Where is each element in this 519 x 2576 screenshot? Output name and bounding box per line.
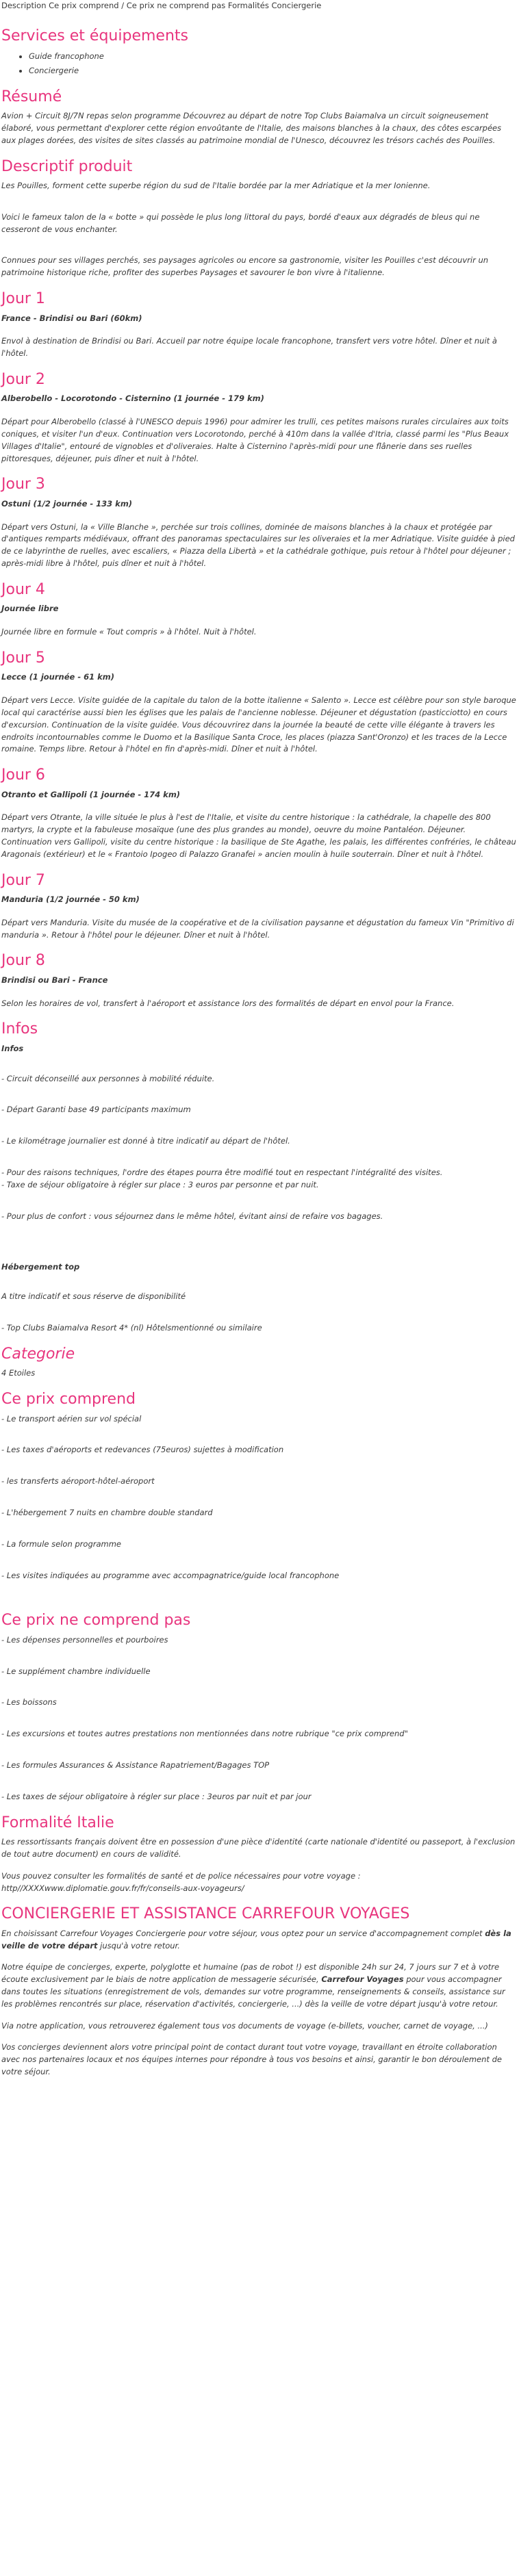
formalite-section: [1, 1814, 516, 1895]
day-subtitle: Alberobello - Locorotondo - Cisternino (1 journée - 179 km): [1, 394, 264, 404]
categorie-title: Categorie: [1, 1345, 75, 1363]
descriptif-paragraph: Voici le fameux talon de la « botte » qui possède le plus long littoral du pays, bordé d'eaux aux dégradés de bleus qui ne cesseront de vous enchanter.: [1, 211, 480, 234]
day-subtitle: Otranto et Gallipoli (1 journée - 174 km): [1, 789, 181, 799]
descriptif-title: Descriptif produit: [1, 157, 133, 175]
ne-comprend-item: - Les excursions et toutes autres prestations non mentionnées dans notre rubrique "ce prix comprend": [1, 1729, 408, 1739]
descriptif-paragraph: Connues pour ses villages perchés, ses paysages agricoles ou encore sa gastronomie, visiter les Pouilles c'est découvrir un patrimoine historique riche, profiter des superbes Paysages et savourer le bon vivre à l'italienne.: [1, 255, 489, 278]
conciergerie-section: [1, 1905, 516, 2078]
day-text: Selon les horaires de vol, transfert à l'aéroport et assistance lors des formalités de départ en envol pour la France.: [1, 998, 455, 1008]
comprend-item: - L'hébergement 7 nuits en chambre double standard: [1, 1507, 213, 1517]
conciergerie-title: CONCIERGERIE ET ASSISTANCE CARREFOUR VOYAGES: [1, 1905, 410, 1923]
conciergerie-text: jusqu'à votre retour.: [97, 1940, 180, 1950]
formalite-text: Les ressortissants français doivent être en possession d'une pièce d'identité (carte nationale d'identité ou passeport, à l'exclusion de tout autre document) en cours de validité.: [1, 1837, 516, 1859]
conciergerie-text: pour vous accompagner dans toutes les situations (enregistrement de vols, demandes sur votre programme, renseignements & conseils, assistance sur les problèmes rencontrés sur place, réservation d'activités, conciergerie, ...) dès la veille de votre départ jusqu'à votre retour.: [1, 1974, 505, 2009]
conciergerie-highlight: dès la veille de votre départ: [1, 1928, 511, 1950]
ne-comprend-item: - Les boissons: [1, 1697, 57, 1708]
day-title: Jour 1: [1, 290, 45, 308]
day-title: Jour 3: [1, 476, 45, 493]
services-item: • Guide francophone: [29, 51, 516, 63]
comprend-item: - Les visites indiquées au programme avec accompagnatrice/guide local francophone: [1, 1570, 340, 1580]
services-list: [1, 51, 516, 77]
conciergerie-paragraph: [1, 1928, 516, 1953]
ne-comprend-item: - Les dépenses personnelles et pourboires: [1, 1634, 168, 1645]
top-line: Description Ce prix comprend / Ce prix ne comprend pas Formalités Conciergerie: [1, 1, 322, 10]
infos-title: Infos: [1, 1020, 38, 1038]
day-6: [1, 767, 516, 860]
comprend-section: [1, 1391, 516, 1582]
hebergement-line: A titre indicatif et sous réserve de disponibilité: [1, 1291, 186, 1302]
categorie-section: [1, 1345, 516, 1380]
day-subtitle: Journée libre: [1, 604, 59, 614]
day-text: Départ vers Otrante, la ville située le plus à l'est de l'Italie, et visite du centre historique : la cathédrale, la chapelle des 800 martyrs, la crypte et la fabuleuse mosaïque (une des plus grandes au monde), oeuvre du moine Pantaléon. Déjeuner. Continuation vers Gallipoli, visite du centre historique : la basilique de Ste Agathe, les palais, les différentes confréries, le château Aragonais (extérieur) et le « Frantoio Ipogeo di Palazzo Granafei » ancien moulin à huile souterrain. Dîner et nuit à l'hôtel.: [1, 812, 516, 859]
day-text: Départ pour Alberobello (classé à l'UNESCO depuis 1996) pour admirer les trulli, ces petites maisons rurales circulaires aux toits coniques, et visiter l'un d'eux. Continuation vers Locorotondo, perché à 410m dans la vallée d'Itria, classé parmi les "Plus Beaux Villages d'Italie", entouré de vignobles et d'oliveraies. Halte à Cisternino l'après-midi pour une flânerie dans ses ruelles pittoresques, déjeuner, puis dîner et nuit à l'hôtel.: [1, 417, 509, 463]
hebergement-title: Hébergement top: [1, 1261, 80, 1272]
day-subtitle: Brindisi ou Bari - France: [1, 975, 108, 985]
infos-section: [1, 1020, 516, 1335]
day-title: Jour 7: [1, 871, 45, 889]
infos-subtitle: Infos: [1, 1043, 24, 1053]
conciergerie-paragraph: Vos concierges deviennent alors votre principal point de contact durant tout votre voyage, travaillant en étroite collaboration avec nos partenaires locaux et nos équipes internes pour répondre à tous vos besoins et ainsi, garantir le bon déroulement de votre séjour.: [1, 2042, 502, 2077]
info-item: - Pour plus de confort : vous séjournez dans le même hôtel, évitant ainsi de refaire vos bagages.: [1, 1211, 383, 1221]
day-8: [1, 952, 516, 1009]
day-text: Envol à destination de Brindisi ou Bari. Accueil par notre équipe locale francophone, transfert vers votre hôtel. Dîner et nuit à l'hôtel.: [1, 336, 497, 359]
formalite-text: Vous pouvez consulter les formalités de santé et de police nécessaires pour votre voyage :: [1, 1870, 361, 1881]
formalite-link[interactable]: http//XXXXwww.diplomatie.gouv.fr/fr/conseils-aux-voyageurs/: [1, 1883, 244, 1893]
day-7: [1, 872, 516, 942]
day-2: [1, 371, 516, 465]
day-3: [1, 476, 516, 569]
day-title: Jour 4: [1, 580, 45, 598]
ne-comprend-item: - Les formules Assurances & Assistance Rapatriement/Bagages TOP: [1, 1760, 270, 1770]
day-5: [1, 649, 516, 756]
day-title: Jour 2: [1, 370, 45, 388]
formalite-title: Formalité Italie: [1, 1814, 114, 1831]
day-subtitle: Lecce (1 journée - 61 km): [1, 672, 114, 682]
services-item: • Conciergerie: [29, 65, 516, 77]
ne-comprend-title: Ce prix ne comprend pas: [1, 1612, 191, 1630]
info-item: - Pour des raisons techniques, l'ordre des étapes pourra être modifié tout en respectant l'intégralité des visites.: [1, 1168, 443, 1178]
conciergerie-text: En choisissant Carrefour Voyages Conciergerie pour votre séjour, vous optez pour un service d'accompagnement complet: [1, 1928, 485, 1938]
day-text: Départ vers Ostuni, la « Ville Blanche », perchée sur trois collines, dominée de maisons blanches à la chaux et protégée par d'antiques remparts médiévaux, offrant des panoramas spectaculaires sur les oliveraies et la mer Adriatique. Visite guidée à pied de ce labyrinthe de ruelles, avec escaliers, « Piazza della Libertà » et la cathédrale gothique, puis retour à l'hôtel pour déjeuner ; après-midi libre à l'hôtel, puis dîner et nuit à l'hôtel.: [1, 521, 515, 569]
descriptif-paragraph: Les Pouilles, forment cette superbe région du sud de l'Italie bordée par la mer Adriatique et la mer Ionienne.: [1, 181, 431, 191]
day-4: [1, 581, 516, 639]
day-text: Départ vers Manduria. Visite du musée de la coopérative et de la civilisation paysanne et dégustation du fameux Vin "Primitivo di manduria ». Retour à l'hôtel pour le déjeuner. Dîner et nuit à l'hôtel.: [1, 917, 514, 940]
conciergerie-text: Notre équipe de concierges, experte, polyglotte et humaine (pas de robot !) est disponible 24h sur 24, 7 jours sur 7 et à votre écoute exclusivement par le biais de notre application de messagerie sécurisée,: [1, 1962, 500, 1985]
hebergement-line: - Top Clubs Baiamalva Resort 4* (nl) Hôtelsmentionné ou similaire: [1, 1323, 262, 1333]
services-section: [1, 27, 516, 77]
ne-comprend-item: - Le supplément chambre individuelle: [1, 1666, 151, 1676]
resume-title: Résumé: [1, 88, 62, 105]
comprend-item: - Le transport aérien sur vol spécial: [1, 1413, 142, 1424]
categorie-value: 4 Etoiles: [1, 1368, 36, 1378]
conciergerie-highlight: Carrefour Voyages: [321, 1974, 404, 1985]
comprend-item: - les transferts aéroport-hôtel-aéroport: [1, 1476, 155, 1486]
day-subtitle: France - Brindisi ou Bari (60km): [1, 313, 142, 323]
info-item: - Le kilométrage journalier est donné à titre indicatif au départ de l'hôtel.: [1, 1136, 290, 1146]
info-item: - Départ Garanti base 49 participants maximum: [1, 1105, 191, 1115]
day-title: Jour 6: [1, 767, 45, 784]
comprend-item: - La formule selon programme: [1, 1538, 122, 1549]
resume-section: [1, 88, 516, 147]
day-subtitle: Manduria (1/2 journée - 50 km): [1, 894, 140, 904]
resume-text: Avion + Circuit 8J/7N repas selon programme Découvrez au départ de notre Top Clubs Baiamalva un circuit soigneusement élaboré, vous permettant d'explorer cette région envoûtante de l'Italie, des maisons blanches à la chaux, des côtes escarpées aux plages dorées, des visites de sites classés au patrimoine mondial de l'Unesco, découvrez les trésors cachés des Pouilles.: [1, 111, 502, 145]
ne-comprend-section: [1, 1612, 516, 1803]
day-1: [1, 290, 516, 360]
conciergerie-paragraph: Via notre application, vous retrouverez également tous vos documents de voyage (e-billets, voucher, carnet de voyage, ...): [1, 2020, 488, 2031]
day-subtitle: Ostuni (1/2 journée - 133 km): [1, 498, 133, 508]
day-text: Départ vers Lecce. Visite guidée de la capitale du talon de la botte italienne « Salento ». Lecce est célèbre pour son style baroque local qui caractérise aussi bien les églises que les palais de l'ancienne noblesse. Déjeuner et dégustation (pasticciotto) en cours d'excursion. Continuation de la visite guidée. Vous découvrirez dans la journée la beauté de cette ville élégante à travers les endroits incontournables comme le Duomo et la Basilique Santa Croce, les places (piazza Sant'Oronzo) et les traces de la Lecce romaine. Temps libre. Retour à l'hôtel en fin d'après-midi. Dîner et nuit à l'hôtel.: [1, 695, 516, 754]
comprend-title: Ce prix comprend: [1, 1391, 136, 1408]
day-title: Jour 8: [1, 952, 45, 970]
day-text: Journée libre en formule « Tout compris » à l'hôtel. Nuit à l'hôtel.: [1, 627, 257, 637]
info-item: - Taxe de séjour obligatoire à régler sur place : 3 euros par personne et par nuit.: [1, 1179, 319, 1189]
services-title: Services et équipements: [1, 27, 188, 44]
day-title: Jour 5: [1, 649, 45, 667]
info-item: - Circuit déconseillé aux personnes à mobilité réduite.: [1, 1073, 215, 1083]
conciergerie-paragraph: [1, 1961, 516, 2010]
ne-comprend-item: - Les taxes de séjour obligatoire à régler sur place : 3euros par nuit et par jour: [1, 1791, 312, 1801]
descriptif-section: [1, 158, 516, 279]
comprend-item: - Les taxes d'aéroports et redevances (75euros) sujettes à modification: [1, 1445, 284, 1455]
